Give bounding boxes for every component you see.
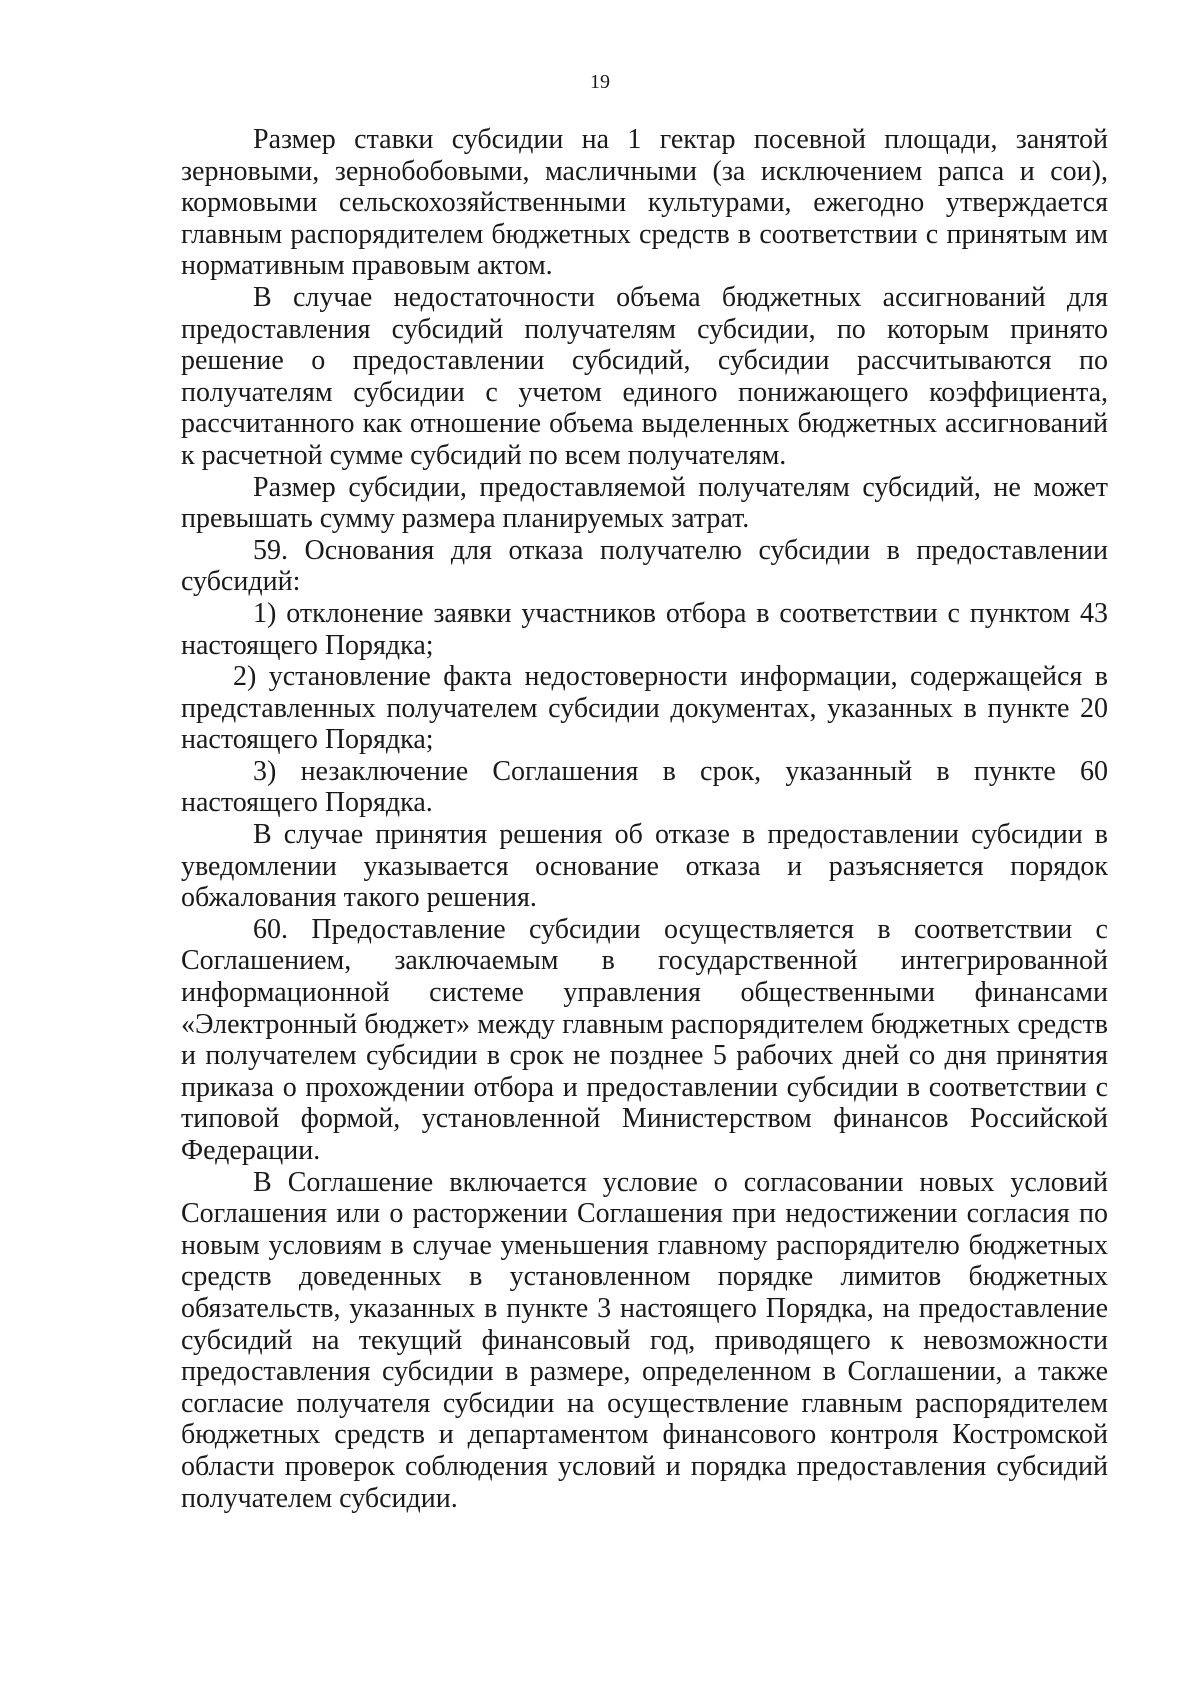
document-body	[181, 124, 1108, 1514]
list-item-refusal-1: 1) отклонение заявки участников отбора в соответствии с пунктом 43 настоящего Порядка;	[181, 597, 1108, 661]
paragraph-clause-59: 59. Основания для отказа получателю субсидии в предоставлении субсидий:	[181, 534, 1108, 598]
paragraph-subsidy-rate: Размер ставки субсидии на 1 гектар посевной площади, занятой зерновыми, зернобобовыми, масличными (за исключением рапса и сои), кормовыми сельскохозяйственными культурами, ежегодно утверждается главным распорядителем бюджетных средств в соответствии с принятым им нормативным правовым актом.	[181, 124, 1108, 282]
paragraph-clause-60: 60. Предоставление субсидии осуществляется в соответствии с Соглашением, заключаемым в государственной интегрированной информационной системе управления общественными финансами «Электронный бюджет» между главным распорядителем бюджетных средств и получателем субсидии в срок не позднее 5 рабочих дней со дня принятия приказа о прохождении отбора и предоставлении субсидии в соответствии с типовой формой, установленной Министерством финансов Российской Федерации.	[181, 913, 1108, 1166]
paragraph-subsidy-limit: Размер субсидии, предоставляемой получателям субсидий, не может превышать сумму размера планируемых затрат.	[181, 471, 1108, 535]
paragraph-agreement-terms: В Соглашение включается условие о согласовании новых условий Соглашения или о расторжении Соглашения при недостижении согласия по новым условиям в случае уменьшения главному распорядителю бюджетных средств доведенных в установленном порядке лимитов бюджетных обязательств, указанных в пункте 3 настоящего Порядка, на предоставление субсидий на текущий финансовый год, приводящего к невозможности предоставления субсидии в размере, определенном в Соглашении, а также согласие получателя субсидии на осуществление главным распорядителем бюджетных средств и департаментом финансового контроля Костромской области проверок соблюдения условий и порядка предоставления субсидий получателем субсидии.	[181, 1166, 1108, 1514]
list-item-refusal-3: 3) незаключение Соглашения в срок, указанный в пункте 60 настоящего Порядка.	[181, 755, 1108, 819]
paragraph-refusal-notice: В случае принятия решения об отказе в предоставлении субсидии в уведомлении указывается основание отказа и разъясняется порядок обжалования такого решения.	[181, 819, 1108, 914]
paragraph-insufficient-budget: В случае недостаточности объема бюджетных ассигнований для предоставления субсидий получателям субсидии, по которым принято решение о предоставлении субсидий, субсидии рассчитываются по получателям субсидии с учетом единого понижающего коэффициента, рассчитанного как отношение объема выделенных бюджетных ассигнований к расчетной сумме субсидий по всем получателям.	[181, 281, 1108, 471]
page-number: 19	[590, 71, 610, 93]
list-item-refusal-2: 2) установление факта недостоверности информации, содержащейся в представленных получателем субсидии документах, указанных в пункте 20 настоящего Порядка;	[181, 661, 1108, 756]
